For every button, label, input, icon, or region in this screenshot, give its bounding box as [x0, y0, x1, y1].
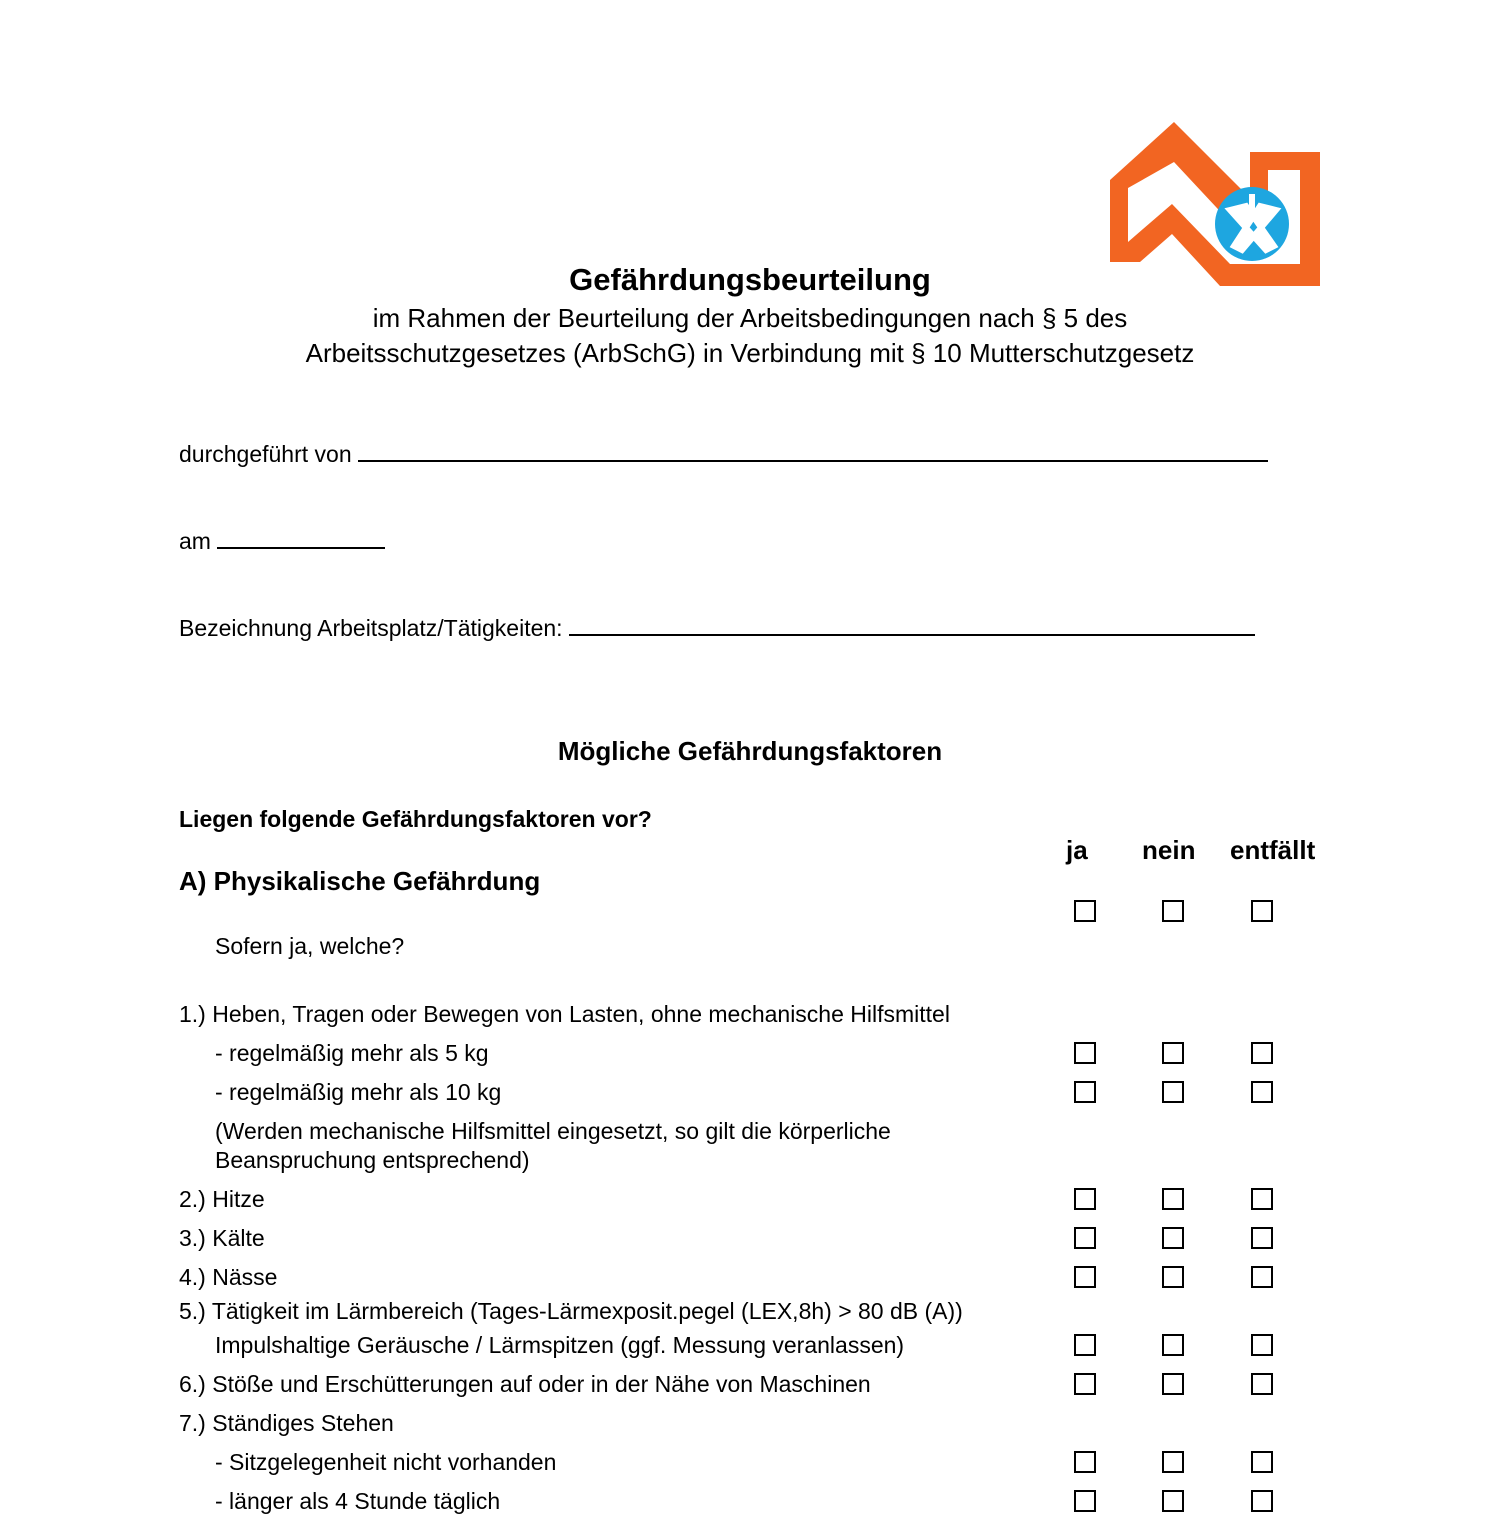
checkbox-nein[interactable] — [1162, 1042, 1184, 1064]
item-text: (Werden mechanische Hilfsmittel eingesetzt, so gilt die körperliche — [215, 1118, 891, 1144]
page-title: Gefährdungsbeurteilung — [569, 262, 931, 297]
item-text: - regelmäßig mehr als 5 kg — [215, 1040, 489, 1066]
checkbox-ja[interactable] — [1074, 1227, 1096, 1249]
checkbox-entfaellt[interactable] — [1251, 1373, 1273, 1395]
checkbox-nein[interactable] — [1162, 1188, 1184, 1210]
subtitle-line-2: Arbeitsschutzgesetzes (ArbSchG) in Verbindung mit § 10 Mutterschutzgesetz — [305, 338, 1195, 368]
checkbox-entfaellt[interactable] — [1251, 1490, 1273, 1512]
date-label: am — [179, 528, 211, 554]
checkbox-entfaellt[interactable] — [1251, 1451, 1273, 1473]
checkbox-group-a-entfaellt[interactable] — [1251, 900, 1273, 922]
date-field[interactable] — [179, 527, 385, 555]
checkbox-ja[interactable] — [1074, 1188, 1096, 1210]
date-input-line[interactable] — [217, 529, 385, 549]
checkbox-nein[interactable] — [1162, 1490, 1184, 1512]
column-entfaellt: entfällt — [1230, 835, 1316, 865]
item-text: Impulshaltige Geräusche / Lärmspitzen (ggf. Messung veranlassen) — [215, 1332, 905, 1358]
checkbox-ja[interactable] — [1074, 1042, 1096, 1064]
checkbox-ja[interactable] — [1074, 1334, 1096, 1356]
column-nein: nein — [1142, 835, 1196, 865]
item-text: - länger als 4 Stunde täglich — [215, 1488, 501, 1514]
workplace-input-line[interactable] — [569, 616, 1255, 636]
checkbox-ja[interactable] — [1074, 1490, 1096, 1512]
checkbox-nein[interactable] — [1162, 1266, 1184, 1288]
checkbox-nein[interactable] — [1162, 1451, 1184, 1473]
checkbox-ja[interactable] — [1074, 1081, 1096, 1103]
checkbox-ja[interactable] — [1074, 1373, 1096, 1395]
checkbox-entfaellt[interactable] — [1251, 1266, 1273, 1288]
checkbox-nein[interactable] — [1162, 1227, 1184, 1249]
item-text: 6.) Stöße und Erschütterungen auf oder in der Nähe von Maschinen — [179, 1371, 871, 1397]
item-text: - Sitzgelegenheit nicht vorhanden — [215, 1449, 557, 1475]
item-text: 2.) Hitze — [179, 1186, 265, 1212]
checkbox-entfaellt[interactable] — [1251, 1081, 1273, 1103]
item-text: 1.) Heben, Tragen oder Bewegen von Lasten, ohne mechanische Hilfsmittel — [179, 1001, 950, 1027]
checkbox-ja[interactable] — [1074, 1451, 1096, 1473]
sofern-label: Sofern ja, welche? — [215, 933, 405, 959]
item-text: 5.) Tätigkeit im Lärmbereich (Tages-Lärmexposit.pegel (LEX,8h) > 80 dB (A)) — [179, 1298, 963, 1324]
column-ja: ja — [1066, 835, 1088, 865]
group-a-heading: A) Physikalische Gefährdung — [179, 866, 541, 896]
workplace-field[interactable] — [179, 614, 1255, 642]
item-text: 3.) Kälte — [179, 1225, 265, 1251]
checkbox-nein[interactable] — [1162, 1081, 1184, 1103]
checkbox-entfaellt[interactable] — [1251, 1227, 1273, 1249]
checkbox-entfaellt[interactable] — [1251, 1188, 1273, 1210]
performed-by-label: durchgeführt von — [179, 441, 352, 467]
checkbox-group-a-nein[interactable] — [1162, 900, 1184, 922]
checkbox-group-a-ja[interactable] — [1074, 900, 1096, 922]
performed-by-field[interactable] — [179, 440, 1268, 468]
item-text: 7.) Ständiges Stehen — [179, 1410, 394, 1436]
checkbox-nein[interactable] — [1162, 1373, 1184, 1395]
section-question: Liegen folgende Gefährdungsfaktoren vor? — [179, 806, 652, 832]
workplace-label: Bezeichnung Arbeitsplatz/Tätigkeiten: — [179, 615, 563, 641]
item-text: 4.) Nässe — [179, 1264, 278, 1290]
checkbox-ja[interactable] — [1074, 1266, 1096, 1288]
item-text: Beanspruchung entsprechend) — [215, 1147, 530, 1173]
performed-by-input-line[interactable] — [358, 442, 1268, 462]
subtitle-line-1: im Rahmen der Beurteilung der Arbeitsbedingungen nach § 5 des — [372, 303, 1128, 333]
checkbox-entfaellt[interactable] — [1251, 1334, 1273, 1356]
item-text: - regelmäßig mehr als 10 kg — [215, 1079, 502, 1105]
section-title: Mögliche Gefährdungsfaktoren — [557, 736, 943, 766]
checkbox-nein[interactable] — [1162, 1334, 1184, 1356]
checkbox-entfaellt[interactable] — [1251, 1042, 1273, 1064]
